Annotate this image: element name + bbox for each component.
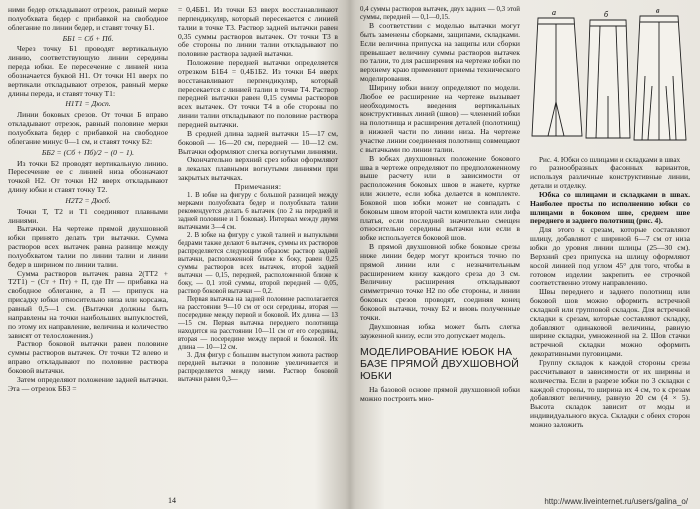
note: 2. В юбке на фигуру с узкой талией и выпуклыми бедрами также делают 6 вытачек, суммы их растворов распределяется следующим образом: раствор задней вытачки, расположенной ближе к боку, равен 0,25 суммы растворов всех вытачек, второй задней вытачки — 0,15, передней, расположенной ближе к боку, — 0,1 этой суммы, второй передней — 0,05, раствор боковой вытачки — 0,2.	[178, 231, 338, 295]
paragraph: Раствор боковой вытачки равен половине суммы растворов вытачек. От точки Т2 влево и вправо откладывают по половине раствора боковой вытачки.	[8, 339, 168, 375]
page-number: 14	[168, 496, 176, 505]
section-heading: МОДЕЛИРОВАНИЕ ЮБОК НА БАЗЕ ПРЯМОЙ ДВУХШОВНОЙ ЮБКИ	[360, 346, 520, 383]
right-column-1	[360, 6, 520, 503]
paragraph: В средней длина задней вытачки 15—17 см, боковой — 16—20 см, передней — 10—12 см. Вытачки оформляют слегка вогнутыми линиями.	[178, 128, 338, 156]
paragraph: Швы переднего и заднего полотнищ или боковой шов можно оформить встречной складкой или групповой складок. Для встречной складки к срезам, которые составляют складку, добавляют одинаковой величины, равную ширине складки, умноженной на 2. Шов стачки встречной складки можно оформить декоративными пуговицами.	[530, 287, 690, 359]
formula: ББ1 = Сб + Пб.	[62, 33, 114, 43]
figure-label-c: в	[656, 6, 660, 15]
skirt-c-shape	[634, 16, 686, 140]
note: 1. В юбке на фигуру с большой разницей между мерками полуобхвата бедер и полуобхвата талии рекомендуется делать 6 вытачек (по 2 на передней и задней половине и 1 боковая). Интервал между двумя вытачками 3—4 см.	[178, 191, 338, 231]
paragraph: В прямой двухшовной юбке боковые срезы ниже линии бедер могут кроиться точно по прямой линии или с незначительным расширением книзу каждого среза до 3 см. Величину расширения откладывают симметрично точке Н2 по обе стороны, и линии боковых срезов проводят, соединяя конец боковой вытачки, точку Б2 и вновь полученные точки.	[360, 242, 520, 322]
skirt-a-shape	[532, 18, 582, 136]
paragraph: Для этого к срезам, которые составляют шлицу, добавляют с шириной 6—7 см от низа юбки до уровня линии шлицы (25—30 см). Верхний срез припуска на шлицу оформляют косой линией под углом 45° для того, чтобы в готовом изделии закрепить ее строчкой соответственно этому направлению.	[530, 225, 690, 288]
paragraph: В соответствии с моделью вытачки могут быть заменены сборками, защипами, складками. Если величина припуска на защипы или сборки превышает величину суммы растворов вытачек по талии, то для расширения на чертеже юбки по верхнему краю применяют приемы технического моделирования.	[360, 21, 520, 84]
formula: Н2Т2 = Дюсб.	[65, 195, 111, 205]
paragraph: Линии боковых срезов. От точки Б вправо откладывают отрезок, равный половине мерки полуобхвата бедер с прибавкой на свободное облегание минус 0—1 см, и ставят точку Б2:	[8, 110, 168, 146]
paragraph: Затем определяют положение задней вытачки. Эта — отрезок ББ3 =	[8, 374, 168, 393]
paragraph: В юбках двухшовных положение бокового шва в чертеже определяют по предположенному выше расчету или в зависимости от расположения боковых швов в жакете, куртке или жилете, если юбка делается в комплекте. Боковой шов юбки может не совпадать с боковым швом второй части комплекта или лифа платья, если последний значительно смещен относительно середины вытачки или если в юбке используется боковой шов.	[360, 153, 520, 243]
skirt-drawings	[530, 6, 690, 156]
paragraph: Группу складок к каждой стороны срезы рассчитывают в зависимости от их ширины и количества. Если в разрезе юбки по 3 складки с каждой стороны, то ширина их 4 см, то к срезам добавляют величину, равную 20 см (4 × 5). Высота складок зависит от моды и индивидуального вкуса. Складки с обеих сторон можно заложить	[530, 357, 690, 429]
paragraph: Через точку Б1 проводят вертикальную линию, соответствующую линии середины переда юбки. Ее пересечение с линией низа обозначается буквой Н1. От точки Н1 вверх по вертикали откладывают отрезок, равный мерке длины переда, и ставят точку Т1:	[8, 44, 168, 98]
figure-caption: Рис. 4. Юбки со шлицами и складками в швах	[539, 156, 681, 164]
notes-heading: Примечания:	[234, 181, 282, 191]
watermark-url: http://www.liveinternet.ru/users/galina_o/	[544, 497, 688, 506]
paragraph: Сумма растворов вытачек равна 2(ТТ2 + Т2Т1) − (Ст + Пт) + П, где Пт — прибавка на свободное облегание, а П — припуск на присадку юбки относительно низа или корсажа, равный 0,5—1 см. (Вытачки должны быть направлены на точки наибольших выпуклостей, по этому их направление, величина и количество зависят от телосложения.)	[8, 268, 168, 340]
paragraph: Точки Т, Т2 и Т1 соединяют плавными линиями.	[8, 206, 168, 225]
right-column-2	[530, 6, 690, 503]
paragraph: Юбка со шлицами и складками в швах. Наиболее просты по исполнению юбки со шлицами в боковом шве, среднем шве переднего и заднего полотнищ (рис. 4).	[530, 189, 690, 226]
paragraph: Вытачки. На чертеже прямой двухшовной юбки принято делать три вытачки. Сумма растворов всех вытачек равна разнице между полуобхватом талии по линии талии и линии бедер в ширином по линии талии.	[8, 224, 168, 269]
paragraph: ними бедер откладывают отрезок, равный мерке полуобхвата бедер с прибавкой на свободное облегание по линии бедер, и ставят точку Б1.	[8, 6, 168, 32]
paragraph: Ширину юбки внизу определяют по модели. Любое ее расширение на чертеже вызывает необходимость введения вертикальных конструктивных линий (швов) — членений юбки на полотнища и расширения деталей (полотнищ) в нижней части по линии низа. На чертеже участке линии соединения полотнищ совмещают с вытачками по линии талии.	[360, 82, 520, 154]
paragraph: = 0,4ББ1. Из точки Б3 вверх восстанавливают перпендикуляр, который пересекается с линией талии в точке Т3. Раствор задней вытачки равен 0,35 суммы растворов вытачек. От точки Т3 в обе стороны по линии талии откладывают по половине раствора задней вытачки.	[178, 6, 338, 59]
figure-label-a: а	[552, 8, 556, 17]
right-page	[360, 6, 692, 503]
paragraph: Положение передней вытачки определяется отрезком Б1Б4 = 0,4Б1Б2. Из точки Б4 вверх восстанавливают перпендикуляр, который пересекается с линией талии в точке Т4. Раствор передней вытачки равен 0,15 суммы растворов всех вытачек. От точки Т4 в обе стороны по линии талии откладывают по половине раствора передней вытачки.	[178, 58, 338, 129]
paragraph: Двухшовная юбка может быть слегка зауженной книзу, если это допускает модель.	[360, 321, 520, 340]
formula: ББ2 = (Сб + Пб)/2 − (0 − 1).	[41, 147, 135, 157]
formula: Н1Т1 = Дюсп.	[65, 99, 111, 109]
paragraph: го разнообразных фасонных вариантов, используя различные конструктивные линии, детали и отделку.	[530, 163, 690, 191]
paragraph: Из точки Б2 проводят вертикальную линию. Пересечение ее с линией низа обозначают точкой Н2. От точки Н2 вверх откладывают длину юбки и ставят точку Т2.	[8, 158, 168, 195]
paragraph: 0,4 суммы растворов вытачек, двух задних — 0,3 этой суммы, передней — 0,1—0,15.	[360, 6, 520, 21]
note: 3. Для фигур с большим выступом живота раствор передней вытачки в половине увеличивается и распределяется между ними. Раствор боковой вытачки равен 0,3—	[178, 351, 338, 383]
left-column-2	[178, 6, 338, 503]
skirt-figure	[530, 6, 690, 156]
figure-label-b: б	[604, 10, 609, 19]
left-column-1	[8, 6, 168, 503]
left-page	[8, 6, 340, 503]
paragraph: На базовой основе прямой двухшовной юбки можно построить мно-	[360, 385, 520, 404]
paragraph: Окончательно верхний срез юбки оформляют в лекалах плавными вогнутыми линиями при закрытых вытачках.	[178, 155, 338, 183]
note: Первая вытачка на задней половине располагается на расстоянии 9—10 см от оси середины, вторая — посередине между первой и боковой. Их длина — 13—15 см. Первая вытачка переднего полотнища находится на расстоянии 10—11 см от его середины, вторая — посередине между первой и боковой. Их длина — 10—12 см.	[178, 295, 338, 351]
